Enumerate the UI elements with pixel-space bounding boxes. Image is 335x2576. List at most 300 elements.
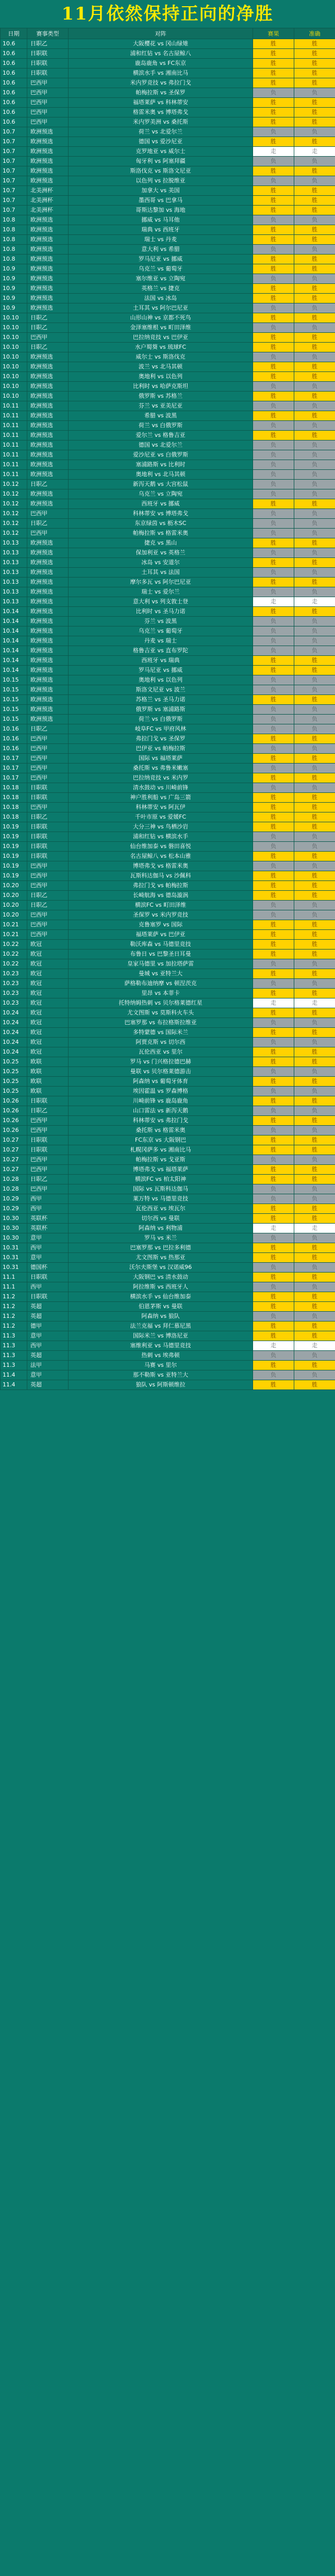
table-row [1,88,335,98]
table-row [1,1145,335,1155]
cell-league: 欧洲预选 [27,411,69,421]
table-row [1,979,335,989]
cell-accuracy: 负 [294,861,335,871]
cell-result: 走 [253,597,294,607]
cell-date: 10.10 [1,313,27,323]
cell-league: 日职联 [27,49,69,59]
cell-date: 10.8 [1,225,27,235]
cell-league: 欧洲预选 [27,440,69,450]
cell-match: 瑞士 vs 爱尔兰 [69,587,253,597]
cell-league: 巴西甲 [27,88,69,98]
cell-accuracy: 胜 [294,206,335,215]
cell-result: 胜 [253,108,294,117]
cell-league: 巴西甲 [27,1184,69,1194]
cell-league: 欧洲预选 [27,715,69,724]
cell-result: 胜 [253,950,294,959]
cell-league: 巴西甲 [27,754,69,764]
cell-match: 狼队 vs 阿斯顿维拉 [69,1380,253,1390]
cell-league: 日职联 [27,1273,69,1282]
table-row [1,352,335,362]
cell-match: 罗马 vs 门兴格拉德巴赫 [69,1057,253,1067]
table-row [1,1047,335,1057]
table-row [1,1233,335,1243]
cell-date: 10.11 [1,470,27,480]
cell-result: 负 [253,1018,294,1028]
cell-match: 清水鼓动 vs 川崎前锋 [69,783,253,793]
cell-accuracy: 负 [294,901,335,910]
table-row [1,538,335,548]
cell-match: 勒沃库森 vs 马德里竞技 [69,940,253,950]
cell-result: 胜 [253,1028,294,1038]
cell-result: 负 [253,215,294,225]
cell-date: 10.11 [1,421,27,431]
cell-accuracy: 胜 [294,538,335,548]
table-row [1,1361,335,1370]
cell-league: 欧洲预选 [27,695,69,705]
cell-accuracy: 胜 [294,1096,335,1106]
cell-match: 博塔弗戈 vs 格雷米奥 [69,861,253,871]
table-row [1,568,335,578]
table-row [1,626,335,636]
cell-result: 胜 [253,1145,294,1155]
cell-accuracy: 胜 [294,793,335,803]
cell-league: 日职乙 [27,724,69,734]
cell-match: 多特蒙德 vs 国际米兰 [69,1028,253,1038]
table-row [1,881,335,891]
cell-date: 10.31 [1,1243,27,1253]
cell-accuracy: 负 [294,509,335,519]
cell-result: 胜 [253,392,294,401]
cell-match: 克鲁塞罗 vs 国际 [69,920,253,930]
cell-league: 西甲 [27,1282,69,1292]
cell-date: 11.3 [1,1361,27,1370]
cell-result: 负 [253,303,294,313]
table-row [1,891,335,901]
cell-league: 欧洲预选 [27,176,69,186]
cell-accuracy: 胜 [294,372,335,382]
cell-result: 胜 [253,666,294,675]
table-row [1,499,335,509]
cell-match: 奥地利 vs 以色列 [69,675,253,685]
cell-date: 10.13 [1,587,27,597]
cell-result: 负 [253,127,294,137]
cell-league: 欧洲预选 [27,362,69,372]
table-row [1,157,335,166]
cell-match: 塞维利亚 vs 马德里竞技 [69,1341,253,1351]
cell-date: 10.14 [1,656,27,666]
cell-match: 弗拉门戈 vs 圣保罗 [69,734,253,744]
cell-match: 西班牙 vs 挪威 [69,499,253,509]
table-row [1,910,335,920]
cell-date: 10.29 [1,1204,27,1214]
cell-accuracy: 负 [294,215,335,225]
cell-match: 山口雷法 vs 新泻天鹅 [69,1106,253,1116]
cell-match: 塞尔维亚 vs 立陶宛 [69,274,253,284]
table-row [1,1165,335,1175]
cell-match: 切尔西 vs 曼联 [69,1214,253,1224]
cell-result: 负 [253,401,294,411]
table-row [1,793,335,803]
cell-result: 胜 [253,431,294,440]
cell-accuracy: 胜 [294,59,335,69]
cell-date: 10.27 [1,1155,27,1165]
cell-match: 冰岛 vs 安道尔 [69,558,253,568]
cell-match: 巴拉纳竞技 vs 巴伊亚 [69,333,253,343]
table-row [1,822,335,832]
cell-match: 皇家马德里 vs 加拉塔萨雷 [69,959,253,969]
cell-league: 巴西甲 [27,744,69,754]
table-row [1,1155,335,1165]
cell-accuracy: 胜 [294,284,335,294]
cell-result: 胜 [253,1165,294,1175]
cell-result: 负 [253,1106,294,1116]
table-row [1,636,335,646]
cell-result: 胜 [253,1008,294,1018]
cell-match: 萨格勒布迪纳摩 vs 顿涅茨克 [69,979,253,989]
table-row [1,206,335,215]
cell-date: 10.22 [1,940,27,950]
cell-league: 欧洲预选 [27,157,69,166]
cell-league: 英超 [27,1302,69,1312]
cell-result: 胜 [253,49,294,59]
cell-league: 欧洲预选 [27,626,69,636]
cell-accuracy: 胜 [294,1116,335,1126]
cell-accuracy: 走 [294,1341,335,1351]
cell-date: 10.10 [1,392,27,401]
cell-date: 10.11 [1,411,27,421]
cell-result: 胜 [253,294,294,303]
cell-accuracy: 负 [294,1184,335,1194]
cell-league: 巴西甲 [27,333,69,343]
cell-match: 罗马尼亚 vs 挪威 [69,666,253,675]
cell-league: 巴西甲 [27,117,69,127]
cell-result: 胜 [253,39,294,49]
header-match: 对阵 [69,28,253,39]
cell-match: 芬兰 vs 亚美尼亚 [69,401,253,411]
cell-date: 10.15 [1,705,27,715]
cell-match: 科林蒂安 vs 博塔弗戈 [69,509,253,519]
cell-result: 胜 [253,754,294,764]
table-row [1,646,335,656]
cell-date: 10.12 [1,509,27,519]
table-row [1,245,335,255]
table-row [1,1077,335,1087]
cell-match: 巴拉纳竞技 vs 米内罗 [69,773,253,783]
table-row [1,294,335,303]
cell-result: 胜 [253,1136,294,1145]
cell-result: 负 [253,1370,294,1380]
cell-accuracy: 胜 [294,920,335,930]
cell-accuracy: 负 [294,519,335,529]
cell-result: 负 [253,842,294,852]
cell-date: 10.22 [1,959,27,969]
cell-result: 负 [253,901,294,910]
cell-result: 负 [253,323,294,333]
cell-date: 10.7 [1,127,27,137]
cell-accuracy: 胜 [294,313,335,323]
table-row [1,401,335,411]
cell-match: 鹿岛鹿角 vs FC东京 [69,59,253,69]
cell-match: 瓦伦西亚 vs 里尔 [69,1047,253,1057]
cell-league: 欧冠 [27,959,69,969]
cell-result: 负 [253,646,294,656]
cell-result: 走 [253,998,294,1008]
cell-result: 负 [253,910,294,920]
table-row [1,411,335,421]
cell-result: 胜 [253,1361,294,1370]
cell-accuracy: 胜 [294,734,335,744]
table-row [1,431,335,440]
cell-accuracy: 胜 [294,117,335,127]
cell-league: 欧洲预选 [27,166,69,176]
cell-result: 负 [253,1351,294,1361]
cell-result: 胜 [253,1214,294,1224]
cell-league: 意甲 [27,1370,69,1380]
table-row [1,1302,335,1312]
table-row [1,607,335,617]
cell-league: 巴西甲 [27,1116,69,1126]
cell-result: 负 [253,1312,294,1321]
cell-accuracy: 负 [294,1106,335,1116]
table-row [1,617,335,626]
cell-date: 10.7 [1,157,27,166]
cell-accuracy: 胜 [294,1204,335,1214]
cell-accuracy: 负 [294,626,335,636]
cell-accuracy: 胜 [294,1321,335,1331]
cell-result: 胜 [253,871,294,881]
cell-result: 胜 [253,1331,294,1341]
cell-date: 10.19 [1,832,27,842]
cell-result: 胜 [253,69,294,78]
table-row [1,323,335,333]
cell-accuracy: 负 [294,587,335,597]
cell-league: 北美洲杯 [27,206,69,215]
cell-league: 欧洲预选 [27,548,69,558]
cell-league: 欧洲预选 [27,607,69,617]
cell-result: 胜 [253,1380,294,1390]
cell-league: 巴西甲 [27,881,69,891]
cell-result: 胜 [253,264,294,274]
cell-league: 欧洲预选 [27,538,69,548]
cell-league: 巴西甲 [27,98,69,108]
table-row [1,1096,335,1106]
cell-league: 巴西甲 [27,1165,69,1175]
cell-result: 胜 [253,166,294,176]
cell-accuracy: 胜 [294,166,335,176]
cell-league: 欧洲预选 [27,372,69,382]
cell-result: 胜 [253,891,294,901]
cell-result: 负 [253,245,294,255]
cell-date: 10.9 [1,294,27,303]
table-row [1,812,335,822]
cell-league: 欧冠 [27,1018,69,1028]
cell-date: 10.25 [1,1057,27,1067]
cell-date: 10.6 [1,78,27,88]
cell-match: 土耳其 vs 法国 [69,568,253,578]
table-row [1,1008,335,1018]
table-row [1,1312,335,1321]
cell-accuracy: 胜 [294,950,335,959]
cell-result: 胜 [253,117,294,127]
cell-date: 11.4 [1,1380,27,1390]
cell-date: 11.3 [1,1341,27,1351]
cell-result: 胜 [253,656,294,666]
cell-league: 日职联 [27,59,69,69]
cell-date: 10.24 [1,1047,27,1057]
cell-league: 德甲 [27,1321,69,1331]
cell-league: 巴西甲 [27,764,69,773]
cell-match: 保加利亚 vs 英格兰 [69,548,253,558]
cell-result: 负 [253,88,294,98]
cell-match: 尤文图斯 vs 莫斯科火车头 [69,1008,253,1018]
cell-accuracy: 负 [294,470,335,480]
cell-league: 欧冠 [27,940,69,950]
cell-result: 胜 [253,1175,294,1184]
cell-result: 胜 [253,734,294,744]
cell-league: 欧洲预选 [27,450,69,460]
cell-date: 10.10 [1,323,27,333]
table-row [1,489,335,499]
cell-league: 巴西甲 [27,920,69,930]
cell-result: 负 [253,460,294,470]
table-row [1,127,335,137]
cell-match: 巴伊亚 vs 帕梅拉斯 [69,744,253,754]
table-row [1,166,335,176]
cell-result: 胜 [253,989,294,998]
cell-match: 桑托斯 vs 弗鲁米嫩塞 [69,764,253,773]
cell-date: 10.25 [1,1077,27,1087]
cell-date: 10.16 [1,744,27,754]
cell-match: 格雷米奥 vs 博塔弗戈 [69,108,253,117]
cell-result: 负 [253,675,294,685]
cell-date: 10.14 [1,666,27,675]
table-row [1,303,335,313]
cell-match: 苏格兰 vs 圣马力诺 [69,695,253,705]
table-row [1,509,335,519]
table-row [1,920,335,930]
cell-accuracy: 负 [294,401,335,411]
cell-result: 负 [253,1067,294,1077]
table-row [1,754,335,764]
table-row [1,1028,335,1038]
cell-result: 胜 [253,607,294,617]
cell-date: 10.26 [1,1126,27,1136]
cell-accuracy: 负 [294,1370,335,1380]
cell-accuracy: 负 [294,783,335,793]
table-row [1,764,335,773]
cell-date: 10.6 [1,39,27,49]
cell-accuracy: 负 [294,440,335,450]
cell-result: 走 [253,147,294,157]
table-row [1,950,335,959]
cell-result: 胜 [253,333,294,343]
cell-league: 欧冠 [27,998,69,1008]
table-row [1,480,335,489]
table-row [1,724,335,734]
table-row [1,440,335,450]
cell-accuracy: 胜 [294,852,335,861]
cell-league: 巴西甲 [27,871,69,881]
cell-date: 10.10 [1,343,27,352]
cell-league: 欧洲预选 [27,225,69,235]
cell-result: 负 [253,959,294,969]
cell-league: 巴西甲 [27,509,69,519]
cell-accuracy: 胜 [294,1331,335,1341]
table-row [1,1224,335,1233]
cell-match: 国际 vs 福塔莱萨 [69,754,253,764]
cell-date: 10.18 [1,803,27,812]
cell-accuracy: 负 [294,529,335,538]
cell-accuracy: 胜 [294,343,335,352]
cell-date: 10.20 [1,910,27,920]
cell-result: 负 [253,548,294,558]
cell-result: 胜 [253,313,294,323]
cell-league: 欧洲预选 [27,284,69,294]
results-table [0,28,335,1390]
cell-match: 奥地利 vs 以色列 [69,372,253,382]
cell-match: 墨西哥 vs 巴拿马 [69,196,253,206]
cell-match: 罗马尼亚 vs 挪威 [69,255,253,264]
cell-league: 日职乙 [27,343,69,352]
cell-league: 日职乙 [27,901,69,910]
cell-result: 胜 [253,1273,294,1282]
cell-date: 10.14 [1,626,27,636]
cell-league: 日职乙 [27,480,69,489]
cell-league: 日职联 [27,1292,69,1302]
cell-league: 巴西甲 [27,1155,69,1165]
cell-result: 负 [253,489,294,499]
cell-accuracy: 胜 [294,49,335,59]
table-row [1,1126,335,1136]
cell-date: 10.11 [1,450,27,460]
cell-accuracy: 负 [294,245,335,255]
cell-date: 10.13 [1,538,27,548]
cell-date: 11.4 [1,1370,27,1380]
cell-accuracy: 胜 [294,78,335,88]
cell-date: 10.29 [1,1194,27,1204]
table-row [1,215,335,225]
cell-accuracy: 胜 [294,578,335,587]
table-row [1,1175,335,1184]
cell-match: 比利时 vs 圣马力诺 [69,607,253,617]
cell-match: 千叶市原 vs 爱媛FC [69,812,253,822]
table-row [1,1116,335,1126]
cell-date: 10.23 [1,998,27,1008]
cell-league: 欧冠 [27,1038,69,1047]
cell-date: 10.15 [1,675,27,685]
cell-result: 负 [253,626,294,636]
cell-result: 胜 [253,343,294,352]
cell-match: 帕梅拉斯 vs 圣保罗 [69,88,253,98]
cell-result: 负 [253,764,294,773]
cell-accuracy: 胜 [294,264,335,274]
table-row [1,842,335,852]
cell-accuracy: 胜 [294,1145,335,1155]
cell-league: 欧洲预选 [27,656,69,666]
cell-result: 负 [253,587,294,597]
cell-accuracy: 负 [294,705,335,715]
cell-league: 日职联 [27,793,69,803]
cell-league: 西甲 [27,1194,69,1204]
cell-result: 负 [253,1126,294,1136]
table-row [1,803,335,812]
cell-date: 11.2 [1,1312,27,1321]
cell-date: 10.27 [1,1165,27,1175]
cell-match: 金泽塞维根 vs 町田泽维 [69,323,253,333]
cell-result: 负 [253,832,294,842]
cell-league: 日职乙 [27,1175,69,1184]
cell-date: 10.7 [1,166,27,176]
